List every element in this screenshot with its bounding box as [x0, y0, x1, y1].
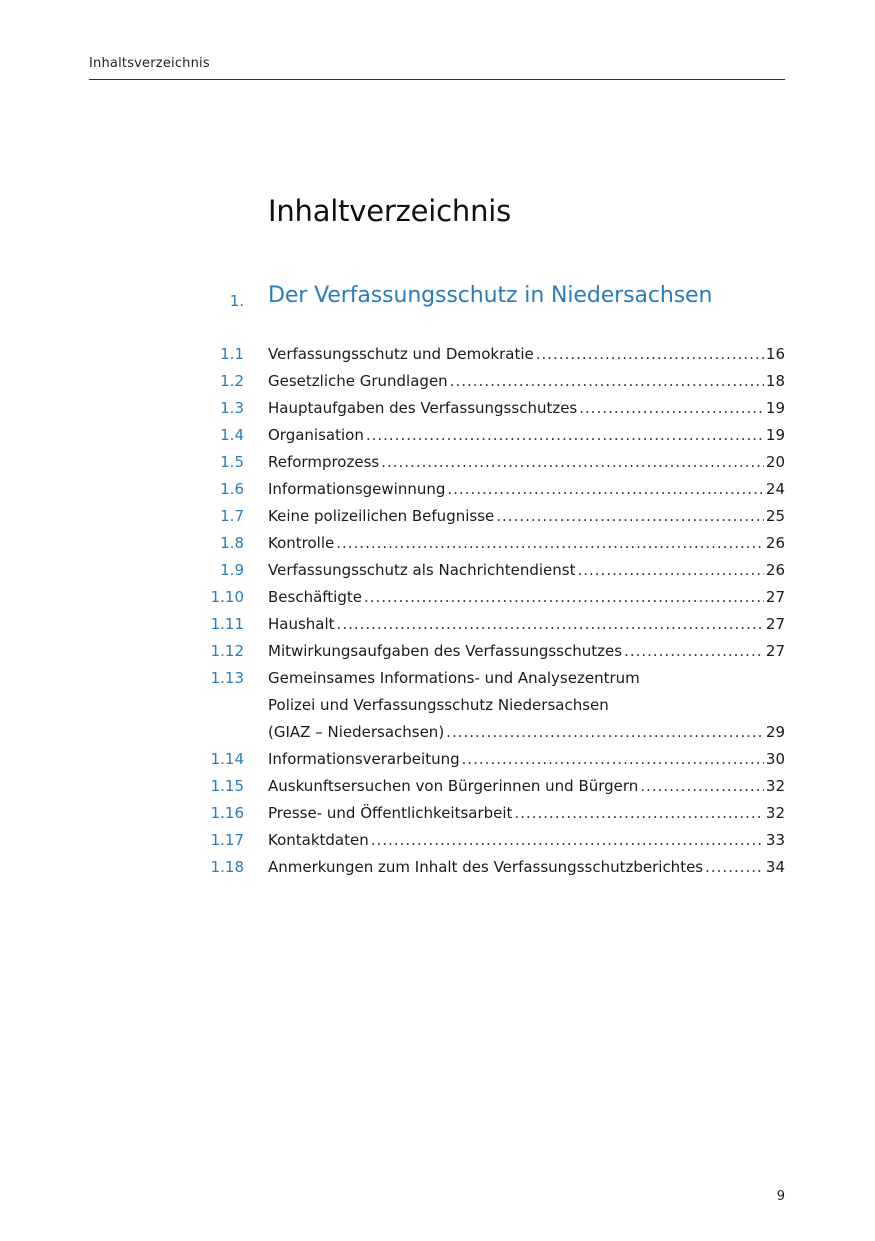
- toc-entry-title: Auskunftsersuchen von Bürgerinnen und Bürgern: [268, 777, 639, 795]
- toc-entry-number: 1.13: [210, 669, 244, 687]
- toc-entry-title: Kontaktdaten: [268, 831, 369, 849]
- toc-entry-page: 19: [765, 399, 785, 417]
- toc-entry-final-line: [268, 854, 785, 881]
- toc-entry[interactable]: [0, 611, 785, 638]
- chapter-number: 1.: [229, 292, 244, 310]
- toc-entry-final-line: [268, 557, 785, 584]
- dot-leader: [447, 476, 764, 503]
- toc-entry-final-line: [268, 827, 785, 854]
- toc-entry-body: [268, 557, 785, 584]
- toc-entry-body: [268, 422, 785, 449]
- toc-entry[interactable]: [0, 746, 785, 773]
- toc-entry[interactable]: [0, 854, 785, 881]
- toc-entry-body: [268, 503, 785, 530]
- toc-entry[interactable]: [0, 827, 785, 854]
- toc-entry-number: 1.2: [220, 372, 244, 390]
- toc-title: Inhaltverzeichnis: [268, 194, 512, 228]
- toc-entry-final-line: [268, 746, 785, 773]
- toc-entry-body: [268, 746, 785, 773]
- toc-entry[interactable]: [0, 530, 785, 557]
- chapter-heading[interactable]: [0, 283, 785, 315]
- toc-entry-final-line: [268, 476, 785, 503]
- dot-leader: [336, 530, 764, 557]
- toc-entry[interactable]: [0, 800, 785, 827]
- toc-list: [0, 341, 785, 881]
- toc-entry-title: Mitwirkungsaufgaben des Verfassungsschutzes: [268, 642, 623, 660]
- toc-entry-title: Keine polizeilichen Befugnisse: [268, 507, 495, 525]
- dot-leader: [640, 773, 764, 800]
- toc-entry-title: Verfassungsschutz als Nachrichtendienst: [268, 561, 576, 579]
- toc-entry-page: 32: [765, 804, 785, 822]
- toc-entry-body: [268, 611, 785, 638]
- toc-entry-body: [268, 773, 785, 800]
- toc-entry[interactable]: [0, 476, 785, 503]
- toc-entry[interactable]: [0, 341, 785, 368]
- toc-entry-number: 1.15: [210, 777, 244, 795]
- toc-entry[interactable]: [0, 773, 785, 800]
- toc-entry-final-line: [268, 449, 785, 476]
- toc-entry-title: Haushalt: [268, 615, 335, 633]
- toc-entry-page: 26: [765, 534, 785, 552]
- toc-entry-line: [268, 665, 785, 692]
- toc-entry-title: Informationsverarbeitung: [268, 750, 460, 768]
- dot-leader: [371, 827, 764, 854]
- header-rule: [89, 79, 785, 80]
- toc-entry-page: 16: [765, 345, 785, 363]
- toc-entry-page: 19: [765, 426, 785, 444]
- toc-entry-page: 27: [765, 615, 785, 633]
- toc-entry-number: 1.18: [210, 858, 244, 876]
- toc-entry-final-line: [268, 719, 785, 746]
- toc-entry-body: [268, 665, 785, 746]
- toc-entry-body: [268, 800, 785, 827]
- dot-leader: [462, 746, 764, 773]
- running-header: Inhaltsverzeichnis: [89, 56, 210, 71]
- toc-entry-title: Verfassungsschutz und Demokratie: [268, 345, 534, 363]
- dot-leader: [536, 341, 764, 368]
- toc-entry-final-line: [268, 341, 785, 368]
- dot-leader: [577, 557, 763, 584]
- toc-entry-number: 1.3: [220, 399, 244, 417]
- toc-entry-title: Polizei und Verfassungsschutz Niedersachsen: [268, 696, 609, 714]
- toc-entry[interactable]: [0, 395, 785, 422]
- toc-entry-final-line: [268, 584, 785, 611]
- dot-leader: [446, 719, 764, 746]
- toc-entry-final-line: [268, 395, 785, 422]
- toc-entry[interactable]: [0, 449, 785, 476]
- toc-entry-number: 1.4: [220, 426, 244, 444]
- toc-entry-final-line: [268, 422, 785, 449]
- dot-leader: [450, 368, 764, 395]
- toc-entry-line: [268, 692, 785, 719]
- toc-entry-page: 26: [765, 561, 785, 579]
- toc-entry-body: [268, 395, 785, 422]
- toc-entry-body: [268, 341, 785, 368]
- toc-entry-page: 33: [765, 831, 785, 849]
- toc-entry-number: 1.12: [210, 642, 244, 660]
- toc-entry-page: 24: [765, 480, 785, 498]
- toc-entry-title: Gesetzliche Grundlagen: [268, 372, 448, 390]
- toc-entry-final-line: [268, 773, 785, 800]
- toc-entry-page: 18: [765, 372, 785, 390]
- dot-leader: [624, 638, 764, 665]
- toc-entry[interactable]: [0, 503, 785, 530]
- toc-entry-page: 20: [765, 453, 785, 471]
- toc-entry-final-line: [268, 638, 785, 665]
- toc-entry-number: 1.6: [220, 480, 244, 498]
- toc-entry-title: Kontrolle: [268, 534, 335, 552]
- toc-entry[interactable]: [0, 422, 785, 449]
- toc-entry-final-line: [268, 611, 785, 638]
- toc-entry-number: 1.5: [220, 453, 244, 471]
- toc-entry[interactable]: [0, 557, 785, 584]
- dot-leader: [579, 395, 764, 422]
- toc-entry-body: [268, 638, 785, 665]
- toc-entry-number: 1.8: [220, 534, 244, 552]
- toc-entry-final-line: [268, 800, 785, 827]
- toc-entry[interactable]: [0, 638, 785, 665]
- toc-entry-body: [268, 449, 785, 476]
- toc-entry-title: Reformprozess: [268, 453, 380, 471]
- toc-entry-final-line: [268, 503, 785, 530]
- dot-leader: [514, 800, 763, 827]
- dot-leader: [364, 584, 764, 611]
- toc-entry-title: Anmerkungen zum Inhalt des Verfassungsschutzberichtes: [268, 858, 704, 876]
- toc-entry-number: 1.9: [220, 561, 244, 579]
- toc-entry-body: [268, 476, 785, 503]
- toc-entry-page: 25: [765, 507, 785, 525]
- toc-entry-body: [268, 530, 785, 557]
- toc-entry-final-line: [268, 530, 785, 557]
- toc-entry-title: (GIAZ – Niedersachsen): [268, 723, 445, 741]
- toc-entry-body: [268, 827, 785, 854]
- toc-entry-page: 30: [765, 750, 785, 768]
- toc-entry-title: Presse- und Öffentlichkeitsarbeit: [268, 804, 513, 822]
- toc-entry-number: 1.11: [210, 615, 244, 633]
- toc-entry-page: 32: [765, 777, 785, 795]
- toc-entry-body: [268, 584, 785, 611]
- toc-entry-final-line: [268, 368, 785, 395]
- toc-entry-body: [268, 368, 785, 395]
- toc-entry-number: 1.1: [220, 345, 244, 363]
- dot-leader: [381, 449, 764, 476]
- toc-entry-number: 1.16: [210, 804, 244, 822]
- dot-leader: [366, 422, 764, 449]
- toc-entry-title: Gemeinsames Informations- und Analysezentrum: [268, 669, 640, 687]
- toc-entry-title: Organisation: [268, 426, 364, 444]
- dot-leader: [705, 854, 764, 881]
- toc-entry-number: 1.10: [210, 588, 244, 606]
- toc-entry-title: Informationsgewinnung: [268, 480, 446, 498]
- dot-leader: [496, 503, 764, 530]
- chapter-title: Der Verfassungsschutz in Niedersachsen: [268, 283, 713, 308]
- toc-entry-number: 1.14: [210, 750, 244, 768]
- page-number: 9: [776, 1189, 785, 1204]
- toc-entry-title: Beschäftigte: [268, 588, 362, 606]
- toc-entry-body: [268, 854, 785, 881]
- toc-entry[interactable]: [0, 368, 785, 395]
- toc-entry-page: 27: [765, 642, 785, 660]
- toc-entry-page: 34: [765, 858, 785, 876]
- dot-leader: [337, 611, 764, 638]
- toc-entry[interactable]: [0, 584, 785, 611]
- toc-entry-page: 29: [765, 723, 785, 741]
- toc-entry-page: 27: [765, 588, 785, 606]
- toc-entry-number: 1.7: [220, 507, 244, 525]
- toc-entry[interactable]: [0, 665, 785, 746]
- toc-entry-title: Hauptaufgaben des Verfassungsschutzes: [268, 399, 578, 417]
- toc-entry-number: 1.17: [210, 831, 244, 849]
